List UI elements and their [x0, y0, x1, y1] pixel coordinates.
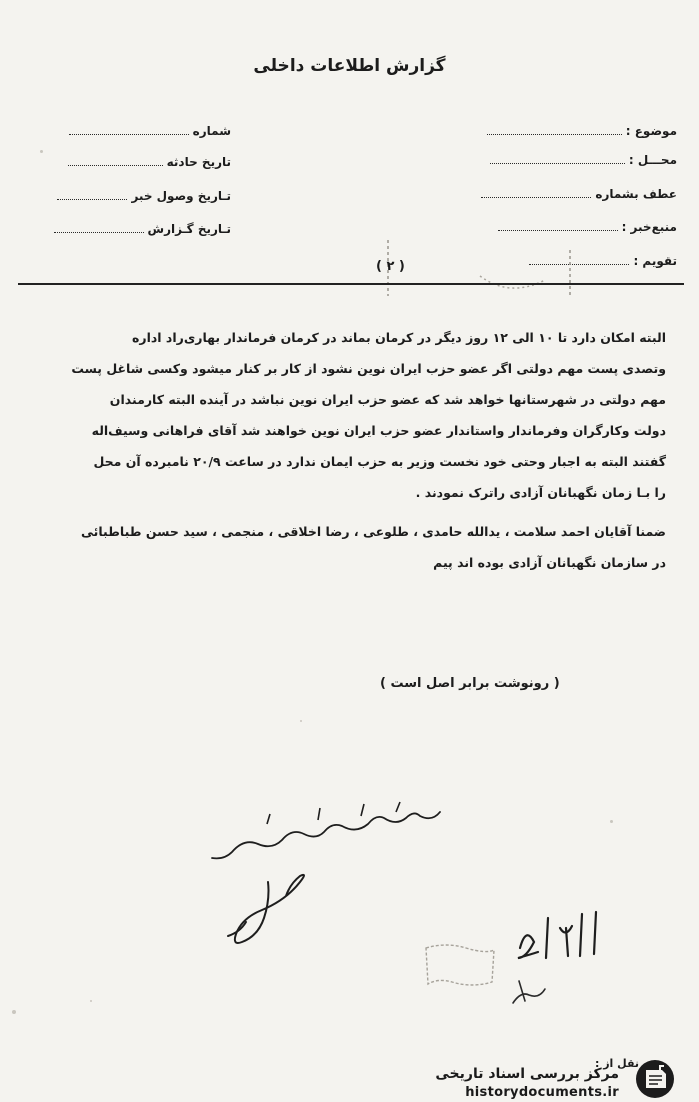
field-label: شماره	[192, 124, 231, 138]
faint-stamp-mark	[380, 236, 580, 300]
archive-logo-icon	[634, 1058, 676, 1100]
page-number: ( ۲ )	[376, 259, 405, 274]
body-line: ضمنا آقایان احمد سلامت ، یدالله حامدی ، طلوعی ، رضا اخلاقی ، منجمی ، سید حسن طباطبائی	[81, 524, 666, 539]
field-location	[490, 153, 677, 167]
field-incident-date	[68, 155, 231, 169]
field-report-date	[54, 222, 231, 236]
body-line: مهم دولتی در شهرستانها خواهد شد که عضو حزب ایران نوین نباشد در آینده البته کارمندان	[109, 392, 666, 407]
report-title: گزارش اطلاعات داخلی	[253, 56, 446, 76]
field-label: عطف بشماره	[595, 187, 677, 201]
watermark-title: مرکز بررسی اسناد تاریخی	[435, 1066, 619, 1082]
field-label: تـاریخ گـزارش	[147, 222, 231, 236]
paper-speck	[610, 820, 613, 823]
paper-speck	[90, 1000, 92, 1002]
body-line: وتصدی پست مهم دولتی اگر عضو حزب ایران نوین نشود از کار بر کنار میشود وکسی شاغل پست	[71, 361, 666, 376]
dotted-line	[69, 133, 189, 135]
body-line: را بـا زمان نگهبانان آزادی راترک نمودند .	[415, 485, 666, 500]
field-label: موضوع :	[625, 124, 677, 138]
field-label: تـاريخ وصول خبر	[131, 189, 231, 203]
signature	[150, 790, 450, 950]
field-reference-number	[481, 187, 677, 201]
body-line: در سازمان نگهبانان آزادی بوده اند پیم	[433, 555, 666, 570]
watermark-url: historydocuments.ir	[465, 1085, 619, 1100]
dotted-line	[487, 133, 622, 135]
report-body	[30, 322, 666, 578]
dotted-line	[498, 229, 618, 231]
field-label: محـــل :	[628, 153, 677, 167]
body-line: البته امکان دارد تا ۱۰ الی ۱۲ روز دیگر در کرمان بماند در کرمان فرماندار بهاری‌راد اداره	[132, 330, 666, 345]
field-receipt-date	[57, 189, 231, 203]
dotted-line	[481, 196, 591, 198]
handwritten-number	[512, 908, 612, 968]
field-number	[69, 124, 231, 138]
dotted-line	[54, 231, 144, 233]
field-news-source	[498, 220, 677, 234]
faint-stamp	[420, 940, 500, 990]
field-label: منبع‌خبر :	[621, 220, 677, 234]
paper-speck	[12, 1010, 16, 1014]
header-divider	[18, 283, 684, 285]
field-label: تاریخ حادثه	[166, 155, 231, 169]
body-line: گفتند البته به اجبار وحتی خود نخست وزیر به حزب ایمان ندارد در ساعت ۲۰/۹ نامبرده آن محل	[93, 454, 666, 469]
copy-from-label: نقل از :	[594, 1057, 639, 1070]
paper-speck	[40, 150, 43, 153]
dotted-line	[57, 198, 127, 200]
dotted-line	[68, 164, 163, 166]
certified-copy-note: ( رونوشت برابر اصل است )	[380, 676, 560, 691]
dotted-line	[490, 162, 625, 164]
handwritten-initial	[505, 975, 555, 1010]
field-label: تقويم :	[633, 254, 677, 268]
field-subject	[487, 124, 677, 138]
body-line: دولت وکارگران وفرماندار واستاندار عضو حزب ایران نوین خواهند شد آقای فراهانی وسیف‌اله	[91, 423, 666, 438]
paper-speck	[300, 720, 302, 722]
